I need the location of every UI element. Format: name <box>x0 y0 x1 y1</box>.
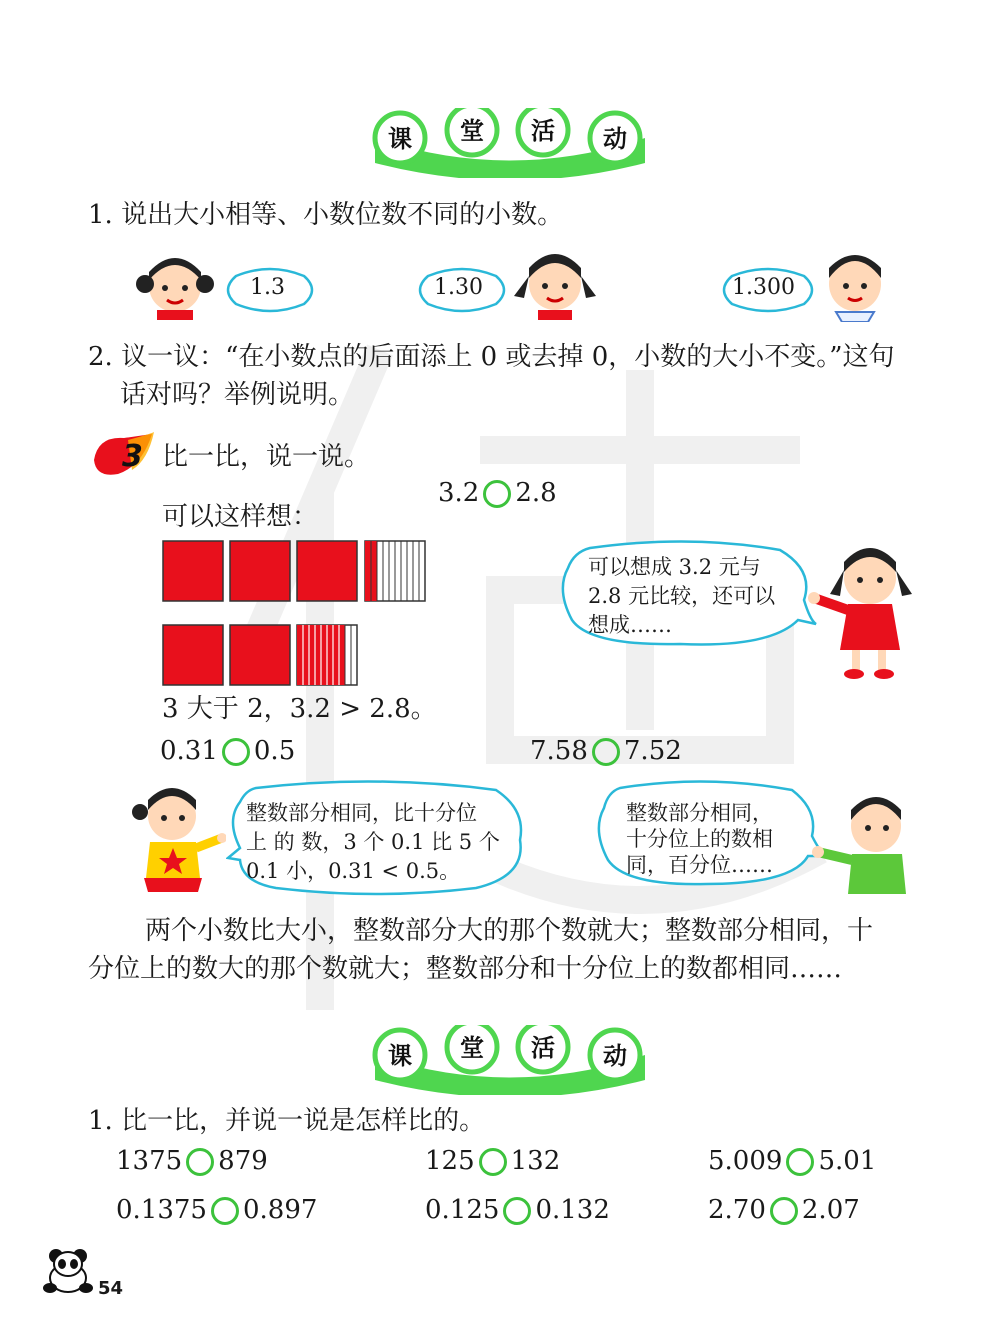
activity1-question2-line1: 2. 议一议：“在小数点的后面添上 0 或去掉 0，小数的大小不变。”这句 <box>88 342 895 372</box>
compare-right: 2.8 <box>515 478 557 508</box>
compare-circle[interactable] <box>770 1197 798 1225</box>
boy-avatar-icon <box>818 248 892 322</box>
compare-item: 2.70 2.07 <box>708 1195 860 1225</box>
left-bubble-line: 上 的 数，3 个 0.1 比 5 个 <box>246 830 500 854</box>
decimal-model-2-8 <box>162 624 362 686</box>
compare-item: 5.009 5.01 <box>708 1146 877 1176</box>
activity-banner-top <box>365 108 655 178</box>
compare-item: 125 132 <box>425 1146 561 1176</box>
think-label: 可以这样想： <box>162 502 319 532</box>
activity-banner-bottom <box>365 1025 655 1095</box>
compare-right: 0.5 <box>253 736 296 766</box>
compare-left: 7.58 <box>530 736 588 766</box>
banner-char: 课 <box>388 125 412 153</box>
compare-left: 0.31 <box>160 736 218 766</box>
compare-right: 7.52 <box>623 736 682 766</box>
activity2-question1: 1. 比一比，并说一说是怎样比的。 <box>88 1106 486 1136</box>
left-bubble-line: 整数部分相同，比十分位 <box>246 801 477 825</box>
right-bubble-line: 同，百分位…… <box>626 853 773 877</box>
compare-item: 1375 879 <box>116 1146 268 1176</box>
banner-char: 动 <box>603 125 627 153</box>
example-number-icon <box>88 430 158 480</box>
compare-circle[interactable] <box>503 1197 531 1225</box>
activity1-question1: 1. 说出大小相等、小数位数不同的小数。 <box>88 200 564 230</box>
conclusion-text: 3 大于 2，3.2 > 2.8。 <box>162 694 437 724</box>
left-bubble-line: 0.1 小，0.31 < 0.5。 <box>246 859 461 883</box>
girl-avatar-icon <box>510 246 600 320</box>
compare-a <box>160 736 295 766</box>
bubble-value: 1.30 <box>434 275 483 300</box>
right-bubble-line: 十分位上的数相 <box>626 827 773 851</box>
activity1-question2-line2: 话对吗？举例说明。 <box>120 380 355 410</box>
summary-line2: 分位上的数大的那个数就大；整数部分和十分位上的数都相同…… <box>88 954 843 984</box>
right-bubble-line: 整数部分相同， <box>626 801 773 825</box>
compare-circle[interactable] <box>211 1197 239 1225</box>
girl-pointing-icon <box>808 540 926 680</box>
girl-bubble-line: 可以想成 3.2 元与 <box>588 555 761 579</box>
boy-pointing-icon <box>810 790 926 894</box>
compare-b <box>530 736 682 766</box>
compare-item: 0.1375 0.897 <box>116 1195 318 1225</box>
banner-badges <box>375 108 640 163</box>
summary-line1: 两个小数比大小，整数部分大的那个数就大；整数部分相同，十 <box>145 916 874 946</box>
compare-circle[interactable] <box>786 1148 814 1176</box>
example-title: 比一比，说一说。 <box>162 442 371 472</box>
example-number: 3 <box>122 439 143 474</box>
compare-item: 0.125 0.132 <box>425 1195 610 1225</box>
banner-char: 堂 <box>460 1034 484 1062</box>
bubble-value: 1.300 <box>732 275 795 300</box>
compare-circle[interactable] <box>483 480 511 508</box>
girl-bubble-line: 2.8 元比较，还可以 <box>588 584 776 608</box>
compare-left: 3.2 <box>438 478 480 508</box>
banner-char: 活 <box>531 117 555 145</box>
bubble-value: 1.3 <box>250 275 285 300</box>
banner-char: 课 <box>388 1042 412 1070</box>
girl-bubble-line: 想成…… <box>588 613 672 637</box>
girl-avatar-icon <box>135 250 215 320</box>
banner-char: 活 <box>531 1034 555 1062</box>
banner-char: 动 <box>603 1042 627 1070</box>
page-number: 54 <box>98 1278 124 1299</box>
compare-main <box>438 478 557 508</box>
compare-circle[interactable] <box>186 1148 214 1176</box>
girl-star-icon <box>126 782 226 892</box>
compare-circle[interactable] <box>222 738 250 766</box>
banner-char: 堂 <box>460 117 484 145</box>
decimal-model-3-2 <box>162 540 430 602</box>
panda-icon <box>40 1248 96 1294</box>
compare-circle[interactable] <box>592 738 620 766</box>
compare-circle[interactable] <box>479 1148 507 1176</box>
